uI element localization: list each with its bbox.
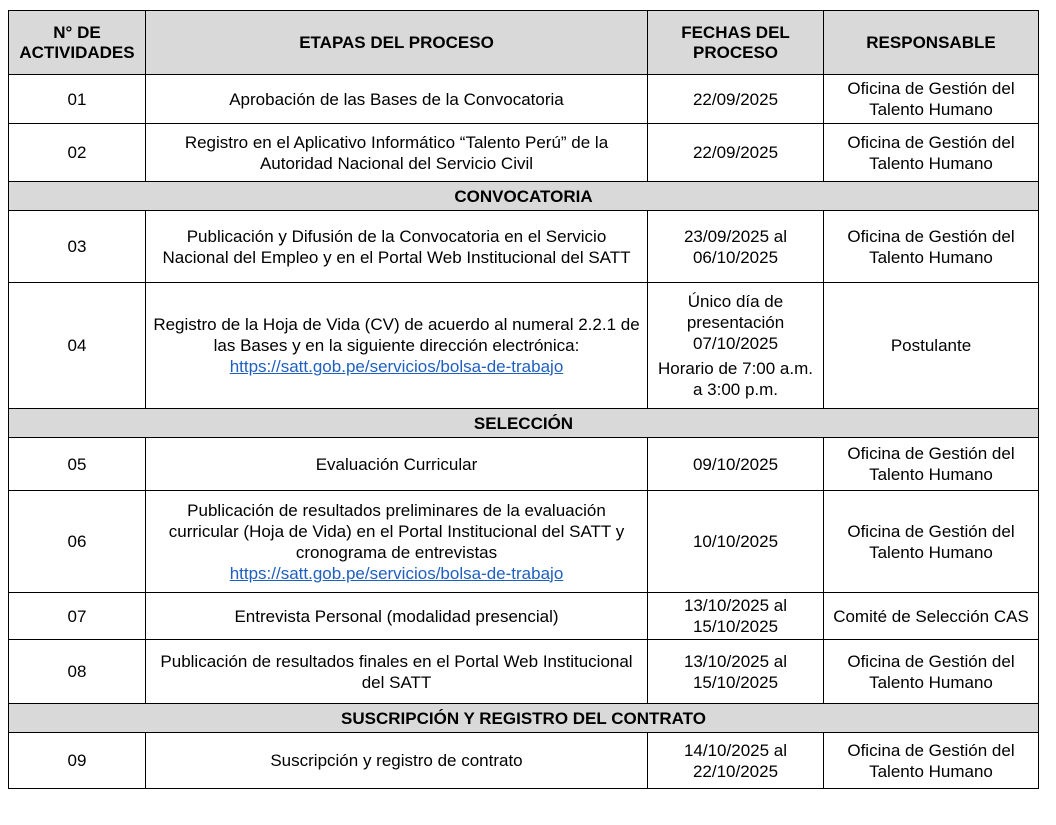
activity-date: 22/09/2025 (648, 124, 824, 182)
table-row (9, 124, 1039, 182)
activity-stage: Evaluación Curricular (146, 438, 648, 491)
activity-number: 05 (9, 438, 146, 491)
activity-date: 22/09/2025 (648, 75, 824, 124)
activity-stage: Suscripción y registro de contrato (146, 733, 648, 789)
activity-number: 03 (9, 211, 146, 283)
header-stages: ETAPAS DEL PROCESO (146, 11, 648, 75)
activity-date: 13/10/2025 al 15/10/2025 (648, 593, 824, 640)
activity-stage: Entrevista Personal (modalidad presencial) (146, 593, 648, 640)
activity-stage: Aprobación de las Bases de la Convocatoria (146, 75, 648, 124)
activity-number: 08 (9, 640, 146, 704)
activity-date: Único día de presentación 07/10/2025 (686, 292, 785, 353)
activity-number: 04 (9, 283, 146, 409)
activity-responsible: Oficina de Gestión del Talento Humano (824, 124, 1039, 182)
activity-responsible: Oficina de Gestión del Talento Humano (824, 640, 1039, 704)
activity-responsible: Oficina de Gestión del Talento Humano (824, 733, 1039, 789)
header-responsible: RESPONSABLE (824, 11, 1039, 75)
activity-number: 01 (9, 75, 146, 124)
activity-date-cell (648, 283, 824, 409)
activity-stage: Publicación de resultados preliminares de la evaluación curricular (Hoja de Vida) en el Portal Institucional del SATT y cronograma de entrevistas (168, 500, 625, 562)
activity-schedule: Horario de 7:00 a.m. a 3:00 p.m. (658, 359, 813, 399)
table-row (9, 733, 1039, 789)
schedule-table (8, 10, 1039, 789)
activity-responsible: Oficina de Gestión del Talento Humano (824, 438, 1039, 491)
activity-stage: Registro en el Aplicativo Informático “Talento Perú” de la Autoridad Nacional del Servicio Civil (146, 124, 648, 182)
section-title: SUSCRIPCIÓN Y REGISTRO DEL CONTRATO (9, 704, 1039, 733)
section-title: CONVOCATORIA (9, 182, 1039, 211)
activity-responsible: Comité de Selección CAS (824, 593, 1039, 640)
activity-stage: Publicación y Difusión de la Convocatoria en el Servicio Nacional del Empleo y en el Portal Web Institucional del SATT (146, 211, 648, 283)
activity-responsible: Oficina de Gestión del Talento Humano (824, 211, 1039, 283)
table-row (9, 75, 1039, 124)
header-activities: N° DE ACTIVIDADES (9, 11, 146, 75)
activity-date: 14/10/2025 al 22/10/2025 (648, 733, 824, 789)
activity-stage-cell (146, 283, 648, 409)
section-row-seleccion (9, 409, 1039, 438)
activity-responsible: Oficina de Gestión del Talento Humano (824, 75, 1039, 124)
table-row (9, 211, 1039, 283)
activity-number: 09 (9, 733, 146, 789)
activity-date: 09/10/2025 (648, 438, 824, 491)
activity-date: 13/10/2025 al 15/10/2025 (648, 640, 824, 704)
table-row (9, 438, 1039, 491)
activity-responsible: Oficina de Gestión del Talento Humano (824, 491, 1039, 593)
table-row (9, 491, 1039, 593)
activity-number: 02 (9, 124, 146, 182)
activity-stage: Publicación de resultados finales en el Portal Web Institucional del SATT (146, 640, 648, 704)
section-row-suscripcion (9, 704, 1039, 733)
activity-number: 06 (9, 491, 146, 593)
activity-stage-cell (146, 491, 648, 593)
activity-date: 10/10/2025 (648, 491, 824, 593)
job-board-link[interactable]: https://satt.gob.pe/servicios/bolsa-de-trabajo (229, 563, 564, 583)
header-dates: FECHAS DEL PROCESO (648, 11, 824, 75)
activity-number: 07 (9, 593, 146, 640)
table-row (9, 283, 1039, 409)
header-row (9, 11, 1039, 75)
table-row (9, 593, 1039, 640)
table-row (9, 640, 1039, 704)
activity-date: 23/09/2025 al 06/10/2025 (648, 211, 824, 283)
section-title: SELECCIÓN (9, 409, 1039, 438)
job-board-link[interactable]: https://satt.gob.pe/servicios/bolsa-de-trabajo (229, 357, 564, 376)
section-row-convocatoria (9, 182, 1039, 211)
activity-responsible: Postulante (824, 283, 1039, 409)
activity-stage: Registro de la Hoja de Vida (CV) de acuerdo al numeral 2.2.1 de las Bases y en la siguiente dirección electrónica: (153, 315, 640, 355)
